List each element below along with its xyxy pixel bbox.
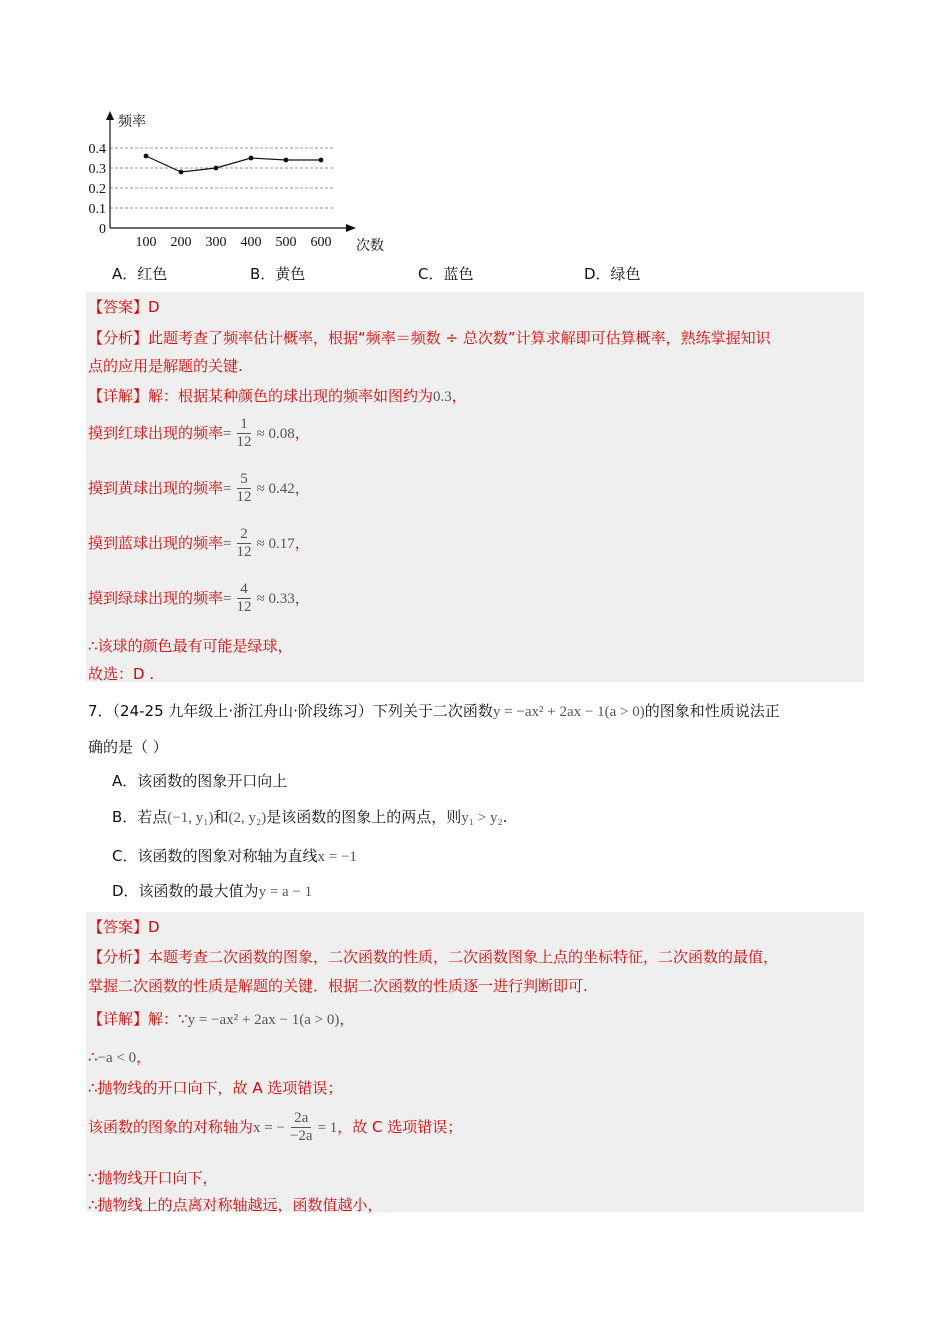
q7-option-d [112,880,312,901]
q6-choice: 故选：D . [88,665,155,683]
analysis-text: 本题考查二次函数的图象，二次函数的性质，二次函数图象上点的坐标特征，二次函数的最值， [148,948,779,966]
frac-den: 12 [236,434,252,450]
q7-stem-line2: 确的是（ ） [88,738,168,756]
frac-num: 1 [237,416,251,434]
q7-prefix: 7．（24-25 九年级上·浙江舟山·阶段练习）下列关于二次函数 [88,702,493,720]
detail-value: 0.3 [433,389,452,405]
row-approx: ≈ 0.42 [256,481,295,497]
freq-row-yellow [88,471,310,506]
point-1: (−1, y₁) [167,810,214,826]
detail-text: 解：根据某种颜色的球出现的频率如图约为 [148,387,434,405]
inequality: y₁ > y₂ [461,810,503,826]
q6-conclusion: ∴该球的颜色最有可能是绿球， [88,637,293,655]
analysis-tag: 【分析】 [88,948,149,966]
frac-den: 12 [236,489,252,505]
text: 和 [213,808,229,826]
x-tick-label: 400 [240,235,262,250]
data-point [179,170,184,175]
frac-den: 12 [236,544,252,560]
row-eq: = [223,426,232,442]
q7-step-3 [88,1110,462,1145]
row-end: ， [294,589,310,607]
freq-row-blue [88,526,310,561]
row-eq: = [223,481,232,497]
point-2: (2, y₂) [228,810,267,826]
q7-step-2: ∴抛物线的开口向下，故 A 选项错误； [88,1079,343,1097]
frac-num: 4 [237,581,251,599]
q7-func: y = −ax² + 2ax − 1(a > 0) [492,704,645,720]
row-fraction [233,526,254,561]
q7-option-a: A．该函数的图象开口向上 [112,772,288,790]
detail-end: ， [451,387,467,405]
q7-option-b [112,806,507,827]
analysis-tag: 【分析】 [88,329,149,347]
math: −a < 0 [97,1050,137,1066]
y-tick-label: 0.2 [88,182,106,197]
math: x = −1 [317,849,357,865]
q7-step-5: ∴抛物线上的点离对称轴越远，函数值越小， [88,1196,383,1214]
frac-den: −2a [289,1128,313,1144]
y-tick-label: 0.4 [88,142,106,157]
data-point [249,156,254,161]
frac-num: 2a [291,1110,311,1128]
end: ， [136,1048,152,1066]
data-point [319,158,324,163]
end: ，故 C 选项错误； [337,1118,463,1136]
option-d: D．绿色 [584,265,641,283]
y-tick-label: 0.3 [88,162,106,177]
data-point [144,154,149,159]
x-tick-label: 200 [170,235,192,250]
q7-step-1 [88,1046,151,1067]
row-label: 摸到蓝球出现的频率 [88,534,224,552]
row-approx: ≈ 0.08 [256,426,295,442]
y-tick-label: 0.1 [88,202,106,217]
therefore: ∴ [88,1048,98,1066]
q7-option-c [112,845,357,866]
y-tick-label: 0 [99,222,106,237]
text: 是该函数的图象上的两点，则 [266,808,462,826]
detail-end: ， [339,1010,355,1028]
x-tick-label: 500 [275,235,297,250]
x-axis-arrow [346,224,356,232]
q7-answer: 【答案】D [88,918,160,936]
text: C．该函数的图象对称轴为直线 [112,847,318,865]
freq-row-red [88,416,310,451]
row-eq: = [223,536,232,552]
frequency-chart [80,108,400,258]
q7-step-4: ∵抛物线开口向下， [88,1169,218,1187]
x-tick-label: 300 [205,235,227,250]
series-line [146,156,321,172]
rhs: = 1 [317,1120,338,1136]
data-point [284,158,289,163]
frac-num: 5 [237,471,251,489]
row-fraction [233,416,254,451]
row-end: ， [294,424,310,442]
q7-suffix: 的图象和性质说法正 [644,702,780,720]
text: D．该函数的最大值为 [112,882,259,900]
analysis-text: 此题考查了频率估计概率，根据“频率＝频数 ÷ 总次数”计算求解即可估算概率，熟练掌握知识 [148,329,771,347]
x-axis-label: 次数 [356,239,384,254]
row-end: ， [294,479,310,497]
text: . [502,808,508,826]
data-point [214,166,219,171]
frac-den: 12 [236,599,252,615]
detail-tag: 【详解】 [88,1010,149,1028]
fraction [287,1110,316,1145]
q6-answer: 【答案】D [88,298,160,316]
text: 该函数的图象的对称轴为 [88,1118,254,1136]
q6-analysis-line2: 点的应用是解题的关键. [88,357,243,375]
q7-detail [88,1008,354,1029]
q6-analysis [88,327,771,348]
math: y = a − 1 [258,884,313,900]
frac-num: 2 [237,526,251,544]
q7-analysis-line2: 掌握二次函数的性质是解题的关键．根据二次函数的性质逐一进行判断即可. [88,977,588,995]
row-approx: ≈ 0.33 [256,591,295,607]
detail-tag: 【详解】 [88,387,149,405]
detail-text: 解：∵ [148,1010,188,1028]
option-b: B．黄色 [250,265,306,283]
row-label: 摸到黄球出现的频率 [88,479,224,497]
row-eq: = [223,591,232,607]
detail-math: y = −ax² + 2ax − 1(a > 0) [187,1012,340,1028]
text: B．若点 [112,808,168,826]
row-end: ， [294,534,310,552]
lhs: x = − [253,1120,285,1136]
row-fraction [233,581,254,616]
q7-stem [88,700,780,721]
x-tick-label: 100 [135,235,157,250]
option-c: C．蓝色 [418,265,474,283]
row-label: 摸到绿球出现的频率 [88,589,224,607]
option-a: A．红色 [112,265,168,283]
row-label: 摸到红球出现的频率 [88,424,224,442]
q6-detail [88,385,467,406]
q7-analysis [88,946,778,967]
freq-row-green [88,581,310,616]
row-approx: ≈ 0.17 [256,536,295,552]
x-tick-label: 600 [310,235,332,250]
y-axis-label: 频率 [118,115,146,130]
y-axis-arrow [106,111,114,120]
row-fraction [233,471,254,506]
